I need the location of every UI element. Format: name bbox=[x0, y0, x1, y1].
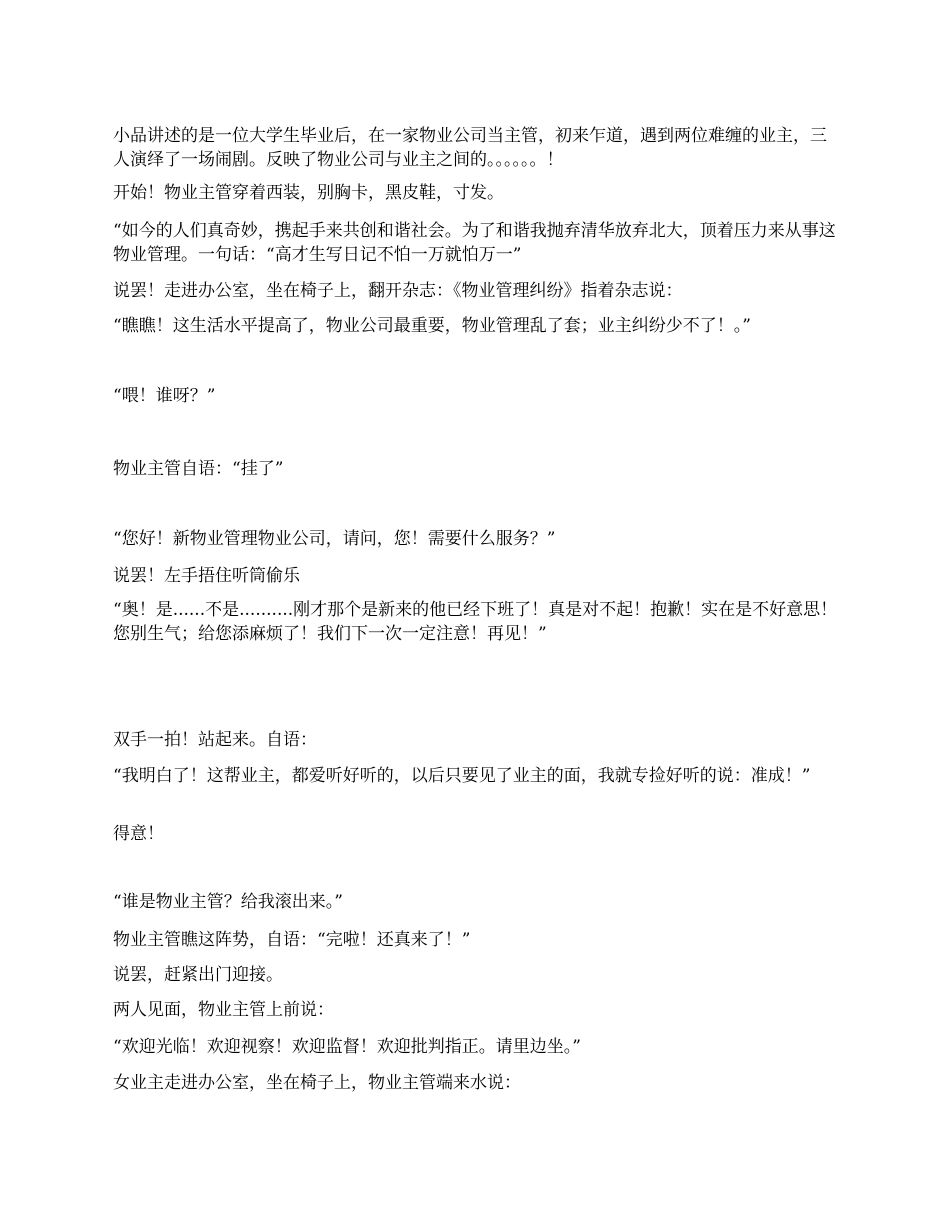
paragraph-start: 开始！物业主管穿着西装，别胸卡，黑皮鞋，寸发。 bbox=[113, 183, 504, 203]
paragraph-cover-phone: 说罢！左手捂住听筒偷乐 bbox=[113, 566, 300, 586]
paragraph-apology: “奥！是......不是..........刚才那个是新来的他已经下班了！真是对不起！抱歉！实在是不好意思！您别生气；给您添麻烦了！我们下一次一定注意！再见！” bbox=[113, 600, 838, 644]
paragraph-greeting: “您好！新物业管理物业公司，请问，您！需要什么服务？” bbox=[113, 529, 556, 549]
paragraph-sees: 物业主管瞧这阵势，自语：“完啦！还真来了！” bbox=[113, 930, 471, 950]
paragraph-hung-up: 物业主管自语：“挂了” bbox=[113, 459, 284, 479]
paragraph-phone-hello: “喂！谁呀？” bbox=[113, 386, 216, 406]
paragraph-smug: 得意！ bbox=[113, 824, 164, 844]
paragraph-who: “谁是物业主管？给我滚出来。” bbox=[113, 892, 343, 912]
paragraph-monologue: “如今的人们真奇妙，携起手来共创和谐社会。为了和谐我抛弃清华放弃北大，顶着压力来从事这物业管理。一句话：“高才生写日记不怕一万就怕万一” bbox=[113, 221, 836, 265]
paragraph-realize: “我明白了！这帮业主，都爱听好听的，以后只要见了业主的面，我就专捡好听的说：准成！” bbox=[113, 766, 811, 786]
paragraph-clap: 双手一拍！站起来。自语： bbox=[113, 730, 317, 750]
paragraph-welcome: “欢迎光临！欢迎视察！欢迎监督！欢迎批判指正。请里边坐。” bbox=[113, 1037, 581, 1057]
paragraph-office: 说罢！走进办公室，坐在椅子上，翻开杂志：《物业管理纠纷》指着杂志说： bbox=[113, 281, 683, 301]
paragraph-meet: 两人见面，物业主管上前说： bbox=[113, 1000, 334, 1020]
paragraph-look: “瞧瞧！这生活水平提高了，物业公司最重要，物业管理乱了套；业主纠纷少不了！。” bbox=[113, 316, 751, 336]
paragraph-intro: 小品讲述的是一位大学生毕业后，在一家物业公司当主管，初来乍道，遇到两位难缠的业主，三人演绎了一场闹剧。反映了物业公司与业主之间的。。。。。。！ bbox=[113, 126, 827, 170]
paragraph-sit: 女业主走进办公室，坐在椅子上，物业主管端来水说： bbox=[113, 1073, 521, 1093]
paragraph-go-meet: 说罢，赶紧出门迎接。 bbox=[113, 965, 283, 985]
